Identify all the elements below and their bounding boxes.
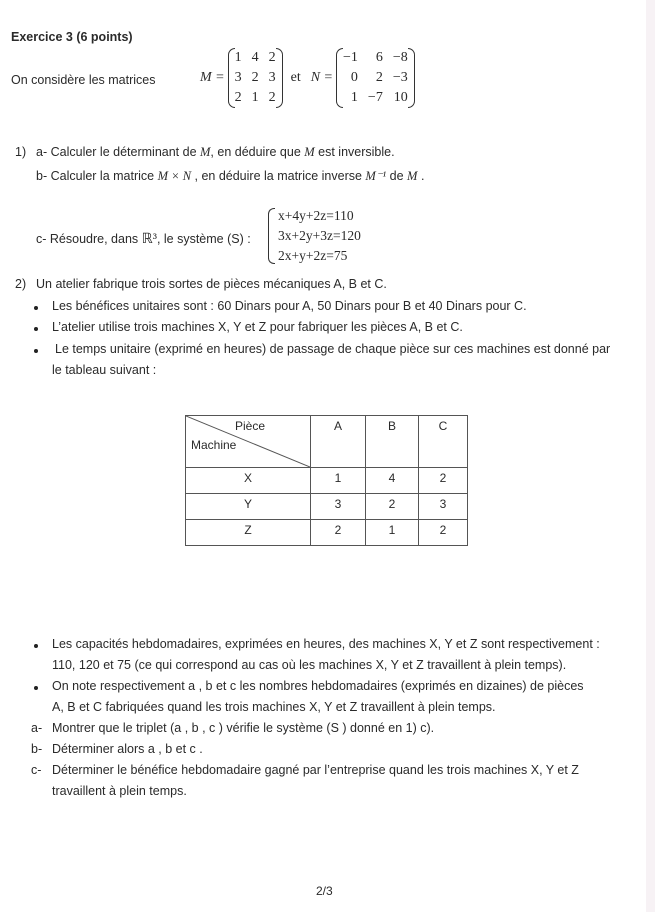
m-cell: 3 (234, 70, 242, 85)
exercise-title: Exercice 3 (6 points) (11, 30, 133, 44)
q2a-text: Montrer que le triplet (a , b , c ) vérifie le système (S ) donné en 1) c). (52, 721, 435, 735)
math-MxN: M × N (157, 169, 192, 183)
bullet-text: Le temps unitaire (exprimé en heures) de passage de chaque pièce sur ces machines est donné par (55, 342, 611, 356)
bullet-text-cont: le tableau suivant : (52, 363, 157, 377)
m-cell: 1 (234, 50, 242, 65)
n-cell: 1 (350, 90, 358, 105)
et-label: et (290, 70, 301, 85)
column-header: C (419, 416, 468, 468)
table-cell: 2 (419, 468, 468, 494)
q1b-label: b- (36, 169, 48, 183)
math-M: M (200, 145, 211, 159)
row-header: Y (186, 494, 311, 520)
q1c-text: Résoudre, dans (49, 232, 142, 246)
q1b-text: Calculer la matrice (50, 169, 158, 183)
math-M: M (304, 145, 315, 159)
matrix-N-label: N = (310, 70, 334, 85)
m-cell: 2 (268, 90, 276, 105)
matrix-M-label: M = (200, 70, 225, 85)
q1b (36, 168, 424, 184)
q2-number: 2) (15, 277, 27, 291)
matrix-M (200, 50, 415, 106)
table-row (186, 468, 468, 494)
n-cell: 0 (350, 70, 358, 85)
m-cell: 1 (251, 90, 259, 105)
time-table (185, 415, 468, 546)
table-cell: 3 (419, 494, 468, 520)
q1c-text: , le système (S) : (156, 232, 251, 246)
equation: 2x+y+2z=75 (278, 248, 348, 263)
page-number: 2/3 (316, 884, 333, 898)
bullet-text: Les capacités hebdomadaires, exprimées en heures, des machines X, Y et Z sont respectivement : (52, 637, 600, 651)
bullet-text-cont: 110, 120 et 75 (ce qui correspond au cas où les machines X, Y et Z travaillent à plein temps). (52, 658, 567, 672)
n-cell: −7 (367, 90, 383, 105)
q2c-text-cont: travaillent à plein temps. (52, 784, 187, 798)
q1c (36, 231, 251, 248)
bullet-text: Les bénéfices unitaires sont : 60 Dinars pour A, 50 Dinars pour B et 40 Dinars pour C. (52, 299, 527, 313)
q1a-text: , en déduire que (210, 145, 305, 159)
n-cell: 6 (375, 50, 383, 65)
math-M-inverse: M⁻¹ (365, 169, 387, 183)
table-cell: 1 (366, 520, 419, 546)
q2b-text: Déterminer alors a , b et c . (52, 742, 203, 756)
equation: x+4y+2z=110 (278, 208, 354, 223)
table-cell: 2 (366, 494, 419, 520)
table-row (186, 494, 468, 520)
table-cell: 2 (311, 520, 366, 546)
table-header-row (186, 416, 468, 468)
q1-number: 1) (15, 145, 27, 159)
corner-cell (186, 416, 311, 468)
matrix-M-grid (228, 50, 283, 106)
table-cell: 2 (419, 520, 468, 546)
m-cell: 2 (234, 90, 242, 105)
m-cell: 2 (268, 50, 276, 65)
bullet-text: On note respectivement a , b et c les nombres hebdomadaires (exprimés en dizaines) de pièces (52, 679, 584, 693)
q1a-text: est inversible. (314, 145, 395, 159)
q2a-label: a- (31, 721, 43, 735)
m-cell: 3 (268, 70, 276, 85)
row-header: Z (186, 520, 311, 546)
q1c-label: c- (36, 232, 47, 246)
m-cell: 4 (251, 50, 259, 65)
n-cell: −8 (392, 50, 408, 65)
corner-bottom-label: Machine (191, 438, 237, 452)
bullet-icon (34, 686, 38, 690)
bullet-icon (34, 327, 38, 331)
row-header: X (186, 468, 311, 494)
q1a-label: a- (36, 145, 48, 159)
q1b-text: de (386, 169, 408, 183)
m-cell: 2 (251, 70, 259, 85)
bullet-text-cont: A, B et C fabriquées quand les trois machines X, Y et Z travaillent à plein temps. (52, 700, 496, 714)
corner-top-label: Pièce (234, 419, 265, 433)
bullet-icon (34, 644, 38, 648)
math-M: M (407, 169, 418, 183)
bullet-text: L’atelier utilise trois machines X, Y et Z pour fabriquer les pièces A, B et C. (52, 320, 463, 334)
q1b-end: . (420, 169, 425, 183)
table-cell: 4 (366, 468, 419, 494)
system-S (268, 206, 655, 266)
column-header: B (366, 416, 419, 468)
n-cell: 10 (393, 90, 408, 105)
q2c-label: c- (31, 763, 42, 777)
intro-text: On considère les matrices (11, 73, 156, 87)
n-cell: −3 (392, 70, 408, 85)
table-row (186, 520, 468, 546)
table-cell: 1 (311, 468, 366, 494)
q1a-text: Calculer le déterminant de (50, 145, 200, 159)
q1b-text: , en déduire la matrice inverse (191, 169, 366, 183)
bullet-icon (34, 349, 38, 353)
page-edge (646, 0, 655, 912)
q2c-text: Déterminer le bénéfice hebdomadaire gagné par l’entreprise quand les trois machines X, Y et Z (52, 763, 579, 777)
matrix-N-grid (336, 50, 415, 106)
q2b-label: b- (31, 742, 43, 756)
math-R3: ℝ³ (141, 232, 157, 247)
equation: 3x+2y+3z=120 (278, 228, 361, 243)
n-cell: 2 (375, 70, 383, 85)
n-cell: −1 (343, 50, 358, 65)
bullet-icon (34, 306, 38, 310)
q2-intro: Un atelier fabrique trois sortes de pièces mécaniques A, B et C. (36, 277, 387, 291)
column-header: A (311, 416, 366, 468)
q1a (36, 145, 395, 160)
table-cell: 3 (311, 494, 366, 520)
